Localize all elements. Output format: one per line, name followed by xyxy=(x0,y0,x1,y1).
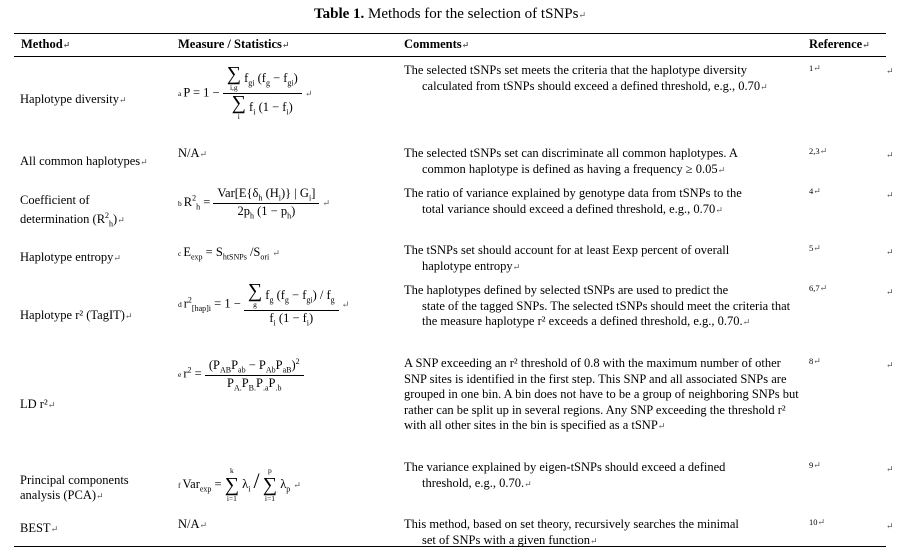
row8-comment: This method, based on set theory, recursively searches the minimal set of SNPs with a given function↵ xyxy=(404,517,739,547)
row8-method: BEST↵ xyxy=(20,521,59,535)
row7-comment: The variance explained by eigen-tSNPs should exceed a defined threshold, e.g., 0.70.↵ xyxy=(404,460,726,490)
table-label: Table 1. xyxy=(314,6,365,22)
row4-formula: c $E_{exp} = S_{htSNPs}$ $/S_{ori}$ ↵ xyxy=(178,245,280,262)
header-rule xyxy=(14,56,886,57)
top-rule xyxy=(14,33,886,34)
row2-ref: 2,3↵ xyxy=(809,146,828,156)
row6-formula: e $r^2$ = $\frac{(P_{AB}P_{ab} - P_{Ab}P_{aB})^2}{P_{A.}P_{B.}P_{.a}P_{.b}}$ xyxy=(178,357,304,392)
row1-ref: 1↵ xyxy=(809,63,821,73)
row8-measure: N/A↵ xyxy=(178,517,208,531)
row4-comment: The tSNPs set should account for at least Eexp percent of overall haplotype entropy↵ xyxy=(404,243,730,273)
row7-method: Principal components analysis (PCA)↵ xyxy=(20,473,129,502)
row4-method: Haplotype entropy↵ xyxy=(20,250,121,264)
row2-method: All common haplotypes↵ xyxy=(20,154,148,168)
row7-formula: f Var$_{exp}$ = k ∑ i=1 $\lambda_i$ / p ∑ i=1 $\lambda_p$ ↵ xyxy=(178,466,301,503)
row2-comment: The selected tSNPs set can discriminate all common haplotypes. A common haplotype is defined as having a frequency ≥ 0.05↵ xyxy=(404,146,738,176)
row4-ref: 5↵ xyxy=(809,243,821,253)
row3-formula: b $R^2_h$ = $\frac{Var[E\{\delta_h (H_i)\} | G_i]}{2p_h (1 - p_h)}$ ↵ xyxy=(178,186,331,220)
row3-method: Coefficient of determination $(R^2_h)↵$ xyxy=(20,193,125,229)
header-reference: Reference↵ xyxy=(809,37,870,51)
row7-ref: 9↵ xyxy=(809,460,821,470)
row3-ref: 4↵ xyxy=(809,186,821,196)
header-measure: Measure / Statistics↵ xyxy=(178,37,290,51)
table-title: Table 1. Methods for the selection of tSNPs↵ xyxy=(314,6,586,22)
row3-comment: The ratio of variance explained by genotype data from tSNPs to the total variance should exceed a defined threshold, e.g., 0.70↵ xyxy=(404,186,742,216)
row1-method: Haplotype diversity↵ xyxy=(20,92,127,106)
row5-ref: 6,7↵ xyxy=(809,283,828,293)
row5-comment: The haplotypes defined by selected tSNPs are used to predict the state of the tagged SNPs. The selected tSNPs should meet the criteria that the measure haplotype r² exceeds a defined threshold, e.g., 0.70.↵ xyxy=(404,283,791,328)
row6-comment: A SNP exceeding an r² threshold of 0.8 with the maximum number of other SNP sites is identified in the first step. This SNP and all associated SNPs are grouped in one bin. A bin does not have to be a group of neighboring SNPs but rather can be split up in several regions. Any SNP exceeding the threshold r² with all other sites in the bin is specified as a tSNP↵ xyxy=(404,356,799,432)
row1-comment: The selected tSNPs set meets the criteria that the haplotype diversity calculated from tSNPs should exceed a defined threshold, e.g., 0.70↵ xyxy=(404,63,768,93)
table-caption: Methods for the selection of tSNPs xyxy=(364,6,579,22)
row6-method: LD r²↵ xyxy=(20,397,56,411)
row8-ref: 10↵ xyxy=(809,517,826,527)
row5-formula: d $r^2_{[hap]i} = 1$ − ∑ g $f_g$ $(f_g - f_{gi}) / f_g$ $f_i$ $(1 - f_i)$ ↵ xyxy=(178,280,350,328)
bottom-rule xyxy=(14,546,886,547)
row2-measure: N/A↵ xyxy=(178,146,208,160)
row5-method: Haplotype r² (TagIT)↵ xyxy=(20,308,133,322)
header-comments: Comments↵ xyxy=(404,37,470,51)
row6-ref: 8↵ xyxy=(809,356,821,366)
header-method: Method↵ xyxy=(21,37,71,51)
row1-formula: a P = 1 − ∑ i,g $f_{gi}$ $(f_g - f_{gi})$ ∑ i $f_i$ $(1 - f_i)$ ↵ xyxy=(178,63,313,121)
